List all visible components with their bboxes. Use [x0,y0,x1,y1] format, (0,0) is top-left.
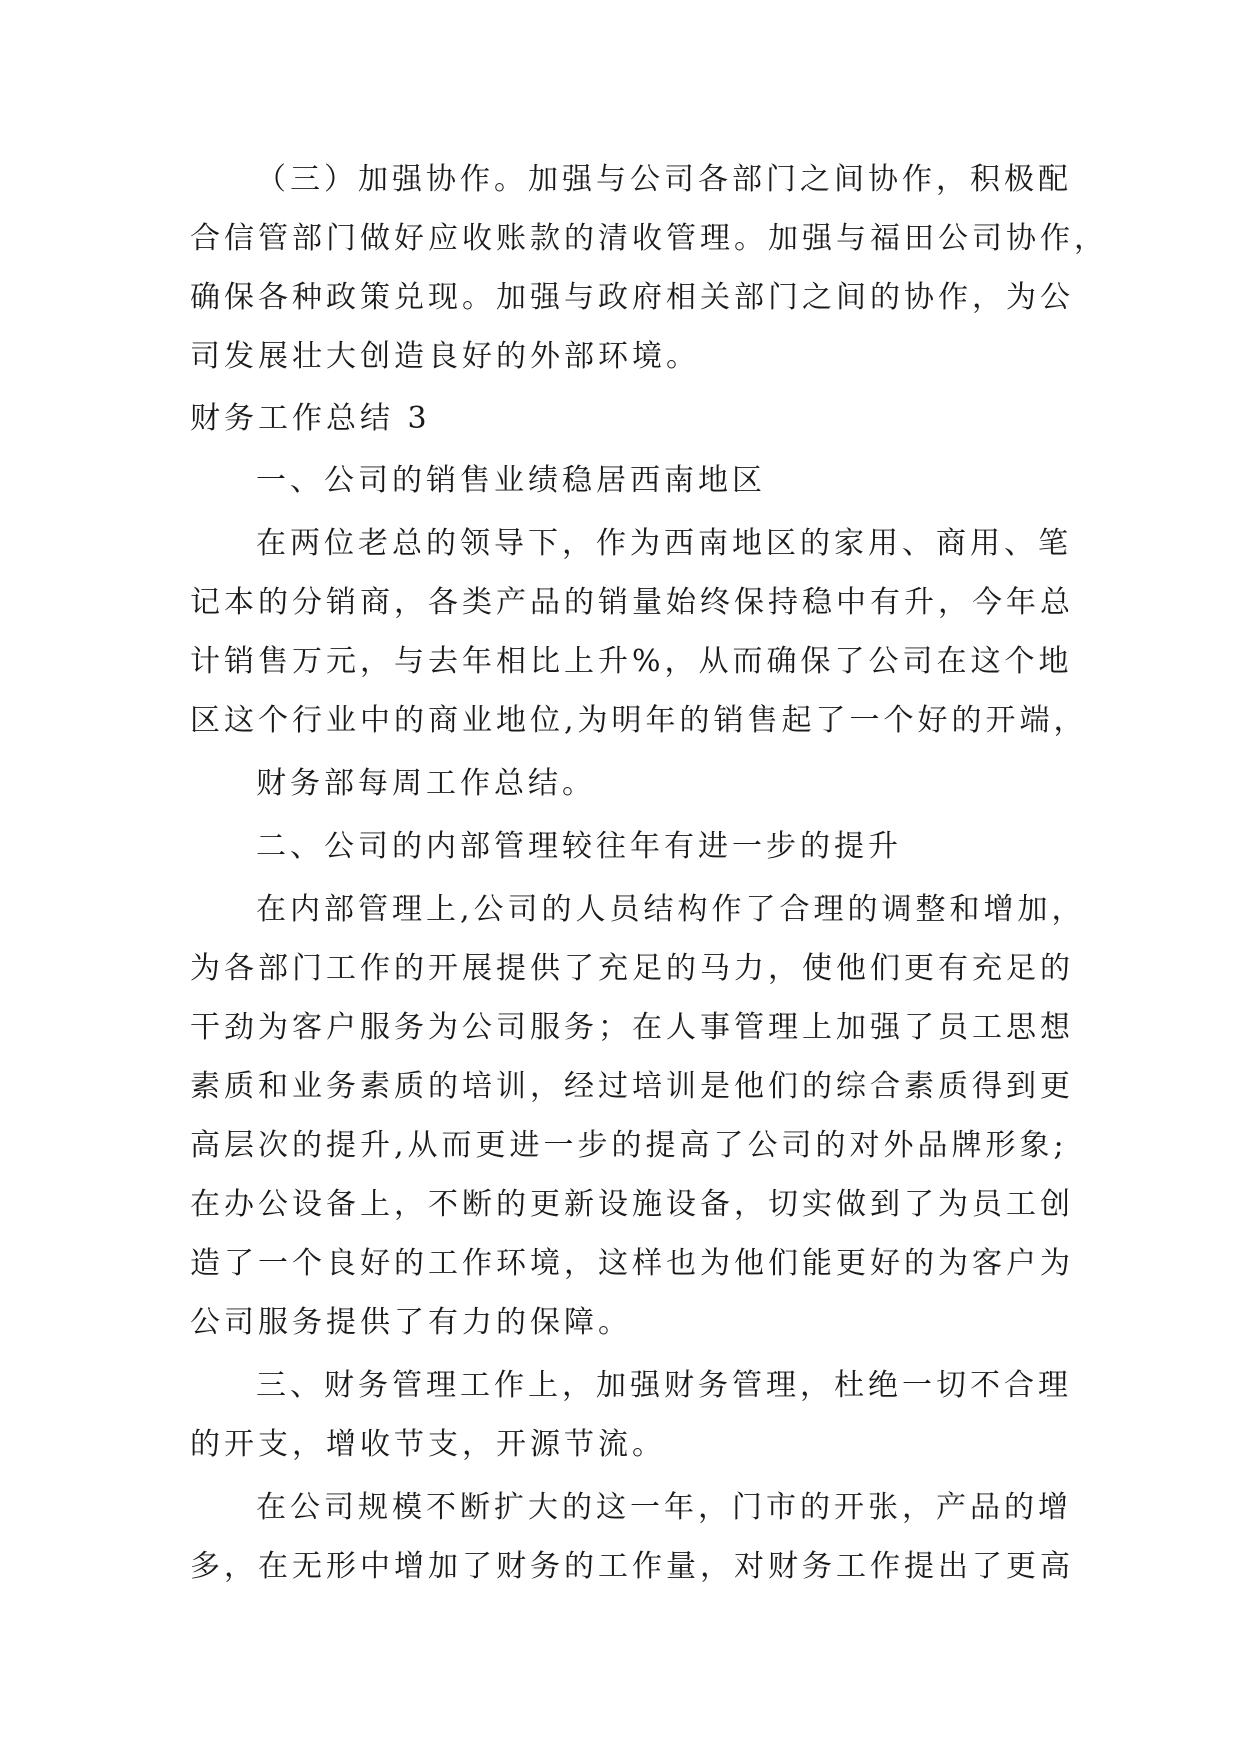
paragraph-line: 高层次的提升,从而更进一步的提高了公司的对外品牌形象; [190,1128,1068,1163]
paragraph-line: 素质和业务素质的培训，经过培训是他们的综合素质得到更 [190,1069,1074,1104]
paragraph-line: 区这个行业中的商业地位,为明年的销售起了一个好的开端， [190,703,1088,738]
paragraph-line: 在内部管理上,公司的人员结构作了合理的调整和增加， [256,892,1086,927]
paragraph-line: 合信管部门做好应收账款的清收管理。加强与福田公司协作， [190,221,1108,256]
paragraph-line: 在办公设备上，不断的更新设施设备，切实做到了为员工创 [190,1187,1074,1222]
paragraph-line: 计销售万元，与去年相比上升%，从而确保了公司在这个地 [190,644,1073,679]
subheading-line: 三、财务管理工作上，加强财务管理，杜绝一切不合理 [256,1368,1072,1403]
document-body [190,160,1108,1587]
section-heading: 财务工作总结 3 [190,401,431,436]
paragraph-line: 干劲为客户服务为公司服务；在人事管理上加强了员工思想 [190,1010,1074,1045]
paragraph-line: 的开支，增收节支，开源节流。 [190,1427,666,1462]
paragraph-line: 在两位老总的领导下，作为西南地区的家用、商用、笔 [256,526,1072,561]
paragraph-line: 公司服务提供了有力的保障。 [190,1305,632,1340]
paragraph-line: 造了一个良好的工作环境，这样也为他们能更好的为客户为 [190,1246,1074,1281]
paragraph-line: 为各部门工作的开展提供了充足的马力，使他们更有充足的 [190,951,1074,986]
paragraph-line: 确保各种政策兑现。加强与政府相关部门之间的协作，为公 [190,280,1074,315]
subheading-line: 一、公司的销售业绩稳居西南地区 [256,463,766,498]
paragraph-line: 财务部每周工作总结。 [256,766,596,801]
paragraph-line: （三）加强协作。加强与公司各部门之间协作，积极配 [256,162,1072,197]
paragraph-line: 在公司规模不断扩大的这一年，门市的开张，产品的增 [256,1490,1072,1525]
paragraph-line: 多，在无形中增加了财务的工作量，对财务工作提出了更高 [190,1549,1074,1584]
paragraph-line: 司发展壮大创造良好的外部环境。 [190,339,700,374]
paragraph-line: 记本的分销商，各类产品的销量始终保持稳中有升，今年总 [190,585,1074,620]
subheading-line: 二、公司的内部管理较往年有进一步的提升 [256,829,902,864]
